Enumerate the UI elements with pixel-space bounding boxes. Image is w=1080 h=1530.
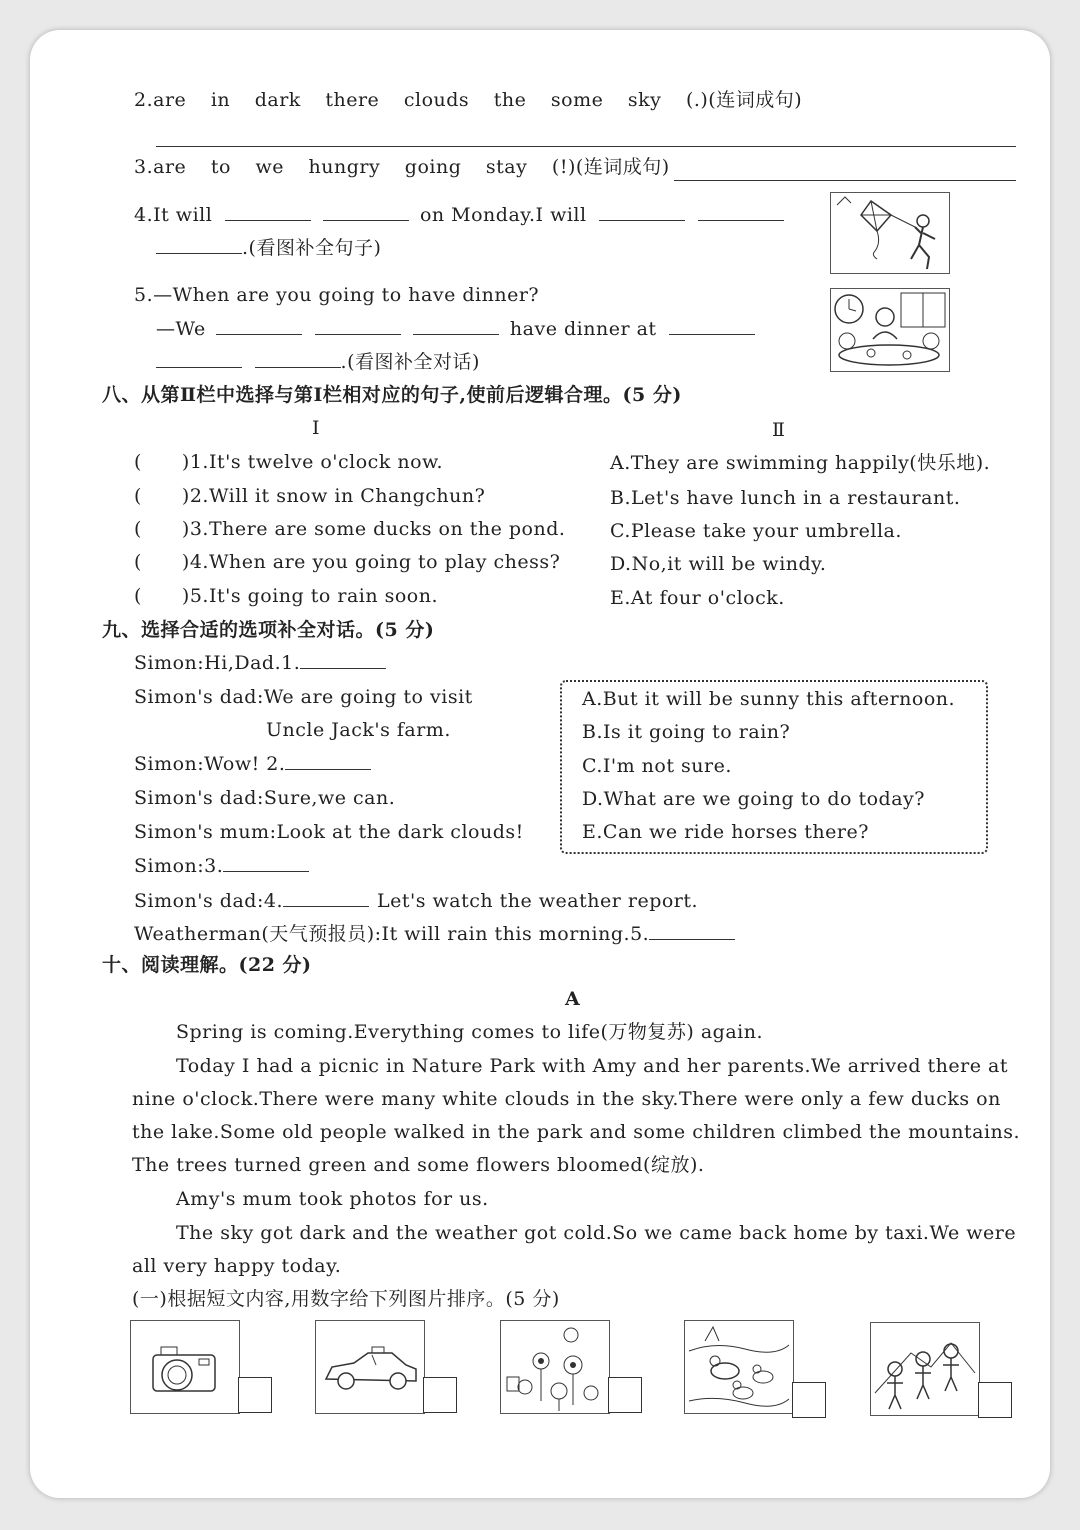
match-item-5: ( )5.It's going to rain soon. — [134, 585, 439, 607]
blank[interactable] — [669, 316, 755, 335]
flowers-picture — [500, 1320, 610, 1414]
passage-title: A — [565, 988, 581, 1010]
passage-p2-line1: Today I had a picnic in Nature Park with Amy and her parents.We arrived there at — [176, 1055, 1008, 1077]
passage-p1: Spring is coming.Everything comes to life(万物复苏) again. — [176, 1021, 764, 1043]
match-option-d: D.No,it will be windy. — [610, 553, 827, 575]
match-item-2: ( )2.Will it snow in Changchun? — [134, 485, 486, 507]
blank[interactable] — [156, 235, 242, 254]
dialog-line-3: Simon:Wow! 2. — [134, 751, 371, 776]
q7-3: 3.are to we hungry going stay (!)(连词成句) — [134, 156, 670, 178]
column-2-label: Ⅱ — [772, 419, 786, 441]
section-9-heading: 九、选择合适的选项补全对话。(5 分) — [102, 619, 435, 641]
match-option-a: A.They are swimming happily(快乐地). — [610, 452, 991, 474]
dialog-line-8: Weatherman(天气预报员):It will rain this morning.5. — [134, 921, 735, 946]
family-dinner-picture — [830, 288, 950, 372]
order-box[interactable] — [238, 1377, 272, 1413]
q7-5-line2: —We have dinner at — [156, 316, 755, 341]
match-option-b: B.Let's have lunch in a restaurant. — [610, 487, 961, 509]
blank[interactable] — [225, 202, 311, 221]
blank[interactable] — [223, 853, 309, 872]
column-1-label: Ⅰ — [312, 417, 321, 439]
option-e: E.Can we ride horses there? — [582, 821, 869, 843]
q7-4-line1: 4.It will on Monday.I will — [134, 202, 784, 227]
dialog-line-6: Simon:3. — [134, 853, 309, 878]
option-a: A.But it will be sunny this afternoon. — [582, 688, 956, 710]
q7-5-line1: 5.—When are you going to have dinner? — [134, 284, 540, 306]
camera-picture — [130, 1320, 240, 1414]
order-box[interactable] — [423, 1377, 457, 1413]
passage-p2-line2: nine o'clock.There were many white clouds in the sky.There were only a few ducks on — [132, 1088, 1001, 1110]
blank[interactable] — [156, 349, 242, 368]
ducks-picture — [684, 1320, 794, 1414]
blank[interactable] — [255, 349, 341, 368]
match-option-e: E.At four o'clock. — [610, 587, 785, 609]
blank[interactable] — [315, 316, 401, 335]
blank[interactable] — [283, 888, 369, 907]
section-10-heading: 十、阅读理解。(22 分) — [102, 954, 312, 976]
sub-question-1: (一)根据短文内容,用数字给下列图片排序。(5 分) — [132, 1288, 560, 1310]
passage-p4-line2: all very happy today. — [132, 1255, 342, 1277]
match-item-3: ( )3.There are some ducks on the pond. — [134, 518, 566, 540]
option-c: C.I'm not sure. — [582, 755, 732, 777]
order-box[interactable] — [792, 1382, 826, 1418]
answer-line-q2[interactable] — [156, 146, 1016, 147]
blank[interactable] — [323, 202, 409, 221]
blank[interactable] — [413, 316, 499, 335]
section-8-heading: 八、从第Ⅱ栏中选择与第Ⅰ栏相对应的句子,使前后逻辑合理。(5 分) — [102, 384, 682, 406]
answer-line-q3[interactable] — [674, 180, 1016, 181]
blank[interactable] — [599, 202, 685, 221]
children-climbing-picture — [870, 1322, 980, 1416]
taxi-picture — [315, 1320, 425, 1414]
blank[interactable] — [649, 921, 735, 940]
option-b: B.Is it going to rain? — [582, 721, 791, 743]
passage-p2-line3: the lake.Some old people walked in the park and some children climbed the mountains. — [132, 1121, 1021, 1143]
dialog-line-2: Simon's dad:We are going to visit — [134, 686, 473, 708]
order-box[interactable] — [608, 1377, 642, 1413]
passage-p4-line1: The sky got dark and the weather got cold.So we came back home by taxi.We were — [176, 1222, 1017, 1244]
passage-p3: Amy's mum took photos for us. — [176, 1188, 489, 1210]
passage-p2-line4: The trees turned green and some flowers bloomed(绽放). — [132, 1154, 705, 1176]
q7-2: 2.are in dark there clouds the some sky (.)(连词成句) — [134, 89, 803, 111]
dialog-line-2b: Uncle Jack's farm. — [266, 719, 451, 741]
dialog-line-4: Simon's dad:Sure,we can. — [134, 787, 396, 809]
blank[interactable] — [300, 650, 386, 669]
q7-4-line2: .(看图补全句子) — [156, 235, 381, 260]
dialog-line-5: Simon's mum:Look at the dark clouds! — [134, 821, 524, 843]
order-box[interactable] — [978, 1382, 1012, 1418]
q7-5-line3: .(看图补全对话) — [156, 349, 480, 374]
blank[interactable] — [698, 202, 784, 221]
match-option-c: C.Please take your umbrella. — [610, 520, 902, 542]
match-item-1: ( )1.It's twelve o'clock now. — [134, 451, 444, 473]
dialog-line-1: Simon:Hi,Dad.1. — [134, 650, 386, 675]
option-d: D.What are we going to do today? — [582, 788, 925, 810]
blank[interactable] — [285, 751, 371, 770]
dialog-line-7: Simon's dad:4. Let's watch the weather report. — [134, 890, 699, 912]
blank[interactable] — [216, 316, 302, 335]
kite-flying-picture — [830, 192, 950, 274]
match-item-4: ( )4.When are you going to play chess? — [134, 551, 561, 573]
